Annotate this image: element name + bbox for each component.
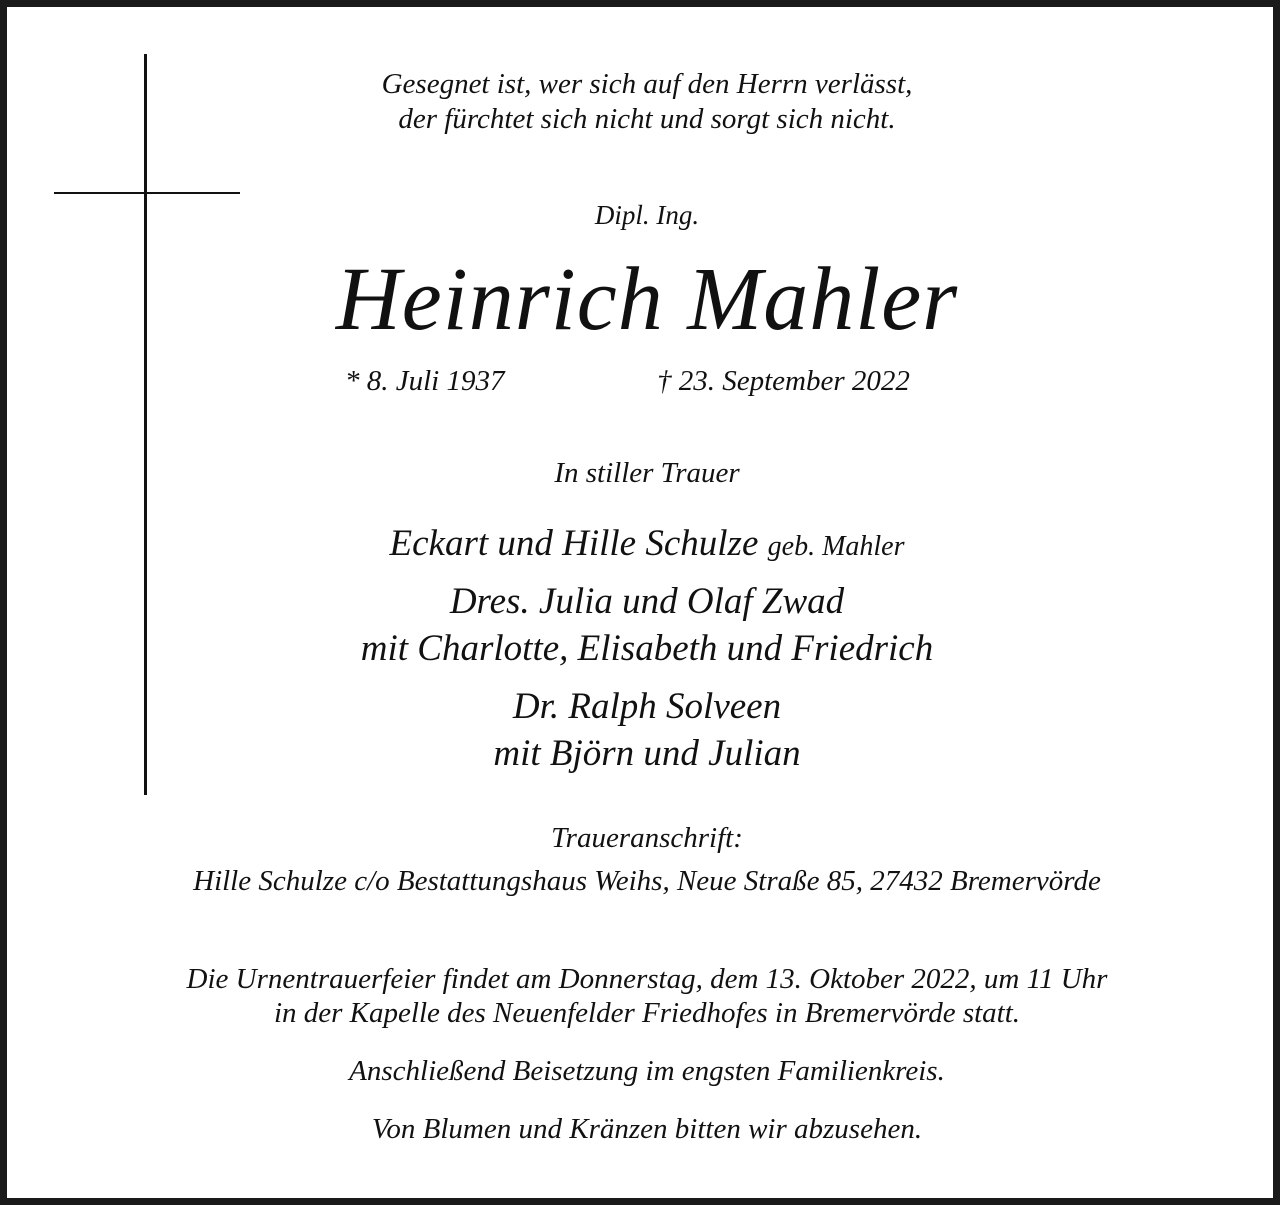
cross-horizontal-bar [54,192,240,194]
deceased-name: Heinrich Mahler [335,250,959,349]
address-value: Hille Schulze c/o Bestattungshaus Weihs, Neue Straße 85, 27432 Bremervörde [193,865,1101,897]
mourner-line-4: Dr. Ralph Solveen [512,686,782,727]
flowers-note: Von Blumen und Kränzen bitten wir abzusehen. [371,1113,923,1145]
death-date: † 23. September 2022 [657,365,910,397]
maiden-name: geb. Mahler [767,531,905,562]
ceremony-line-1: Die Urnentrauerfeier findet am Donnerstag, dem 13. Oktober 2022, um 11 Uhr [186,963,1108,995]
mourner-line-3: mit Charlotte, Elisabeth und Friedrich [360,628,934,669]
mourner-line-2: Dres. Julia und Olaf Zwad [449,581,845,622]
birth-date: * 8. Juli 1937 [345,365,505,397]
verse-line-2: der fürchtet sich nicht und sorgt sich nicht. [398,103,896,135]
academic-title: Dipl. Ing. [594,200,700,230]
mourner-line-1 [7,525,1280,562]
cross-vertical-bar [144,54,147,795]
verse-line-1: Gesegnet ist, wer sich auf den Herrn verlässt, [381,68,913,100]
mourner-line-5: mit Björn und Julian [493,733,801,774]
mourner-names: Eckart und Hille Schulze [389,523,759,564]
mourning-intro: In stiller Trauer [554,457,740,489]
ceremony-line-2: in der Kapelle des Neuenfelder Friedhofes in Bremervörde statt. [273,997,1021,1029]
address-label: Traueranschrift: [551,822,743,854]
burial-note: Anschließend Beisetzung im engsten Familienkreis. [349,1055,945,1087]
